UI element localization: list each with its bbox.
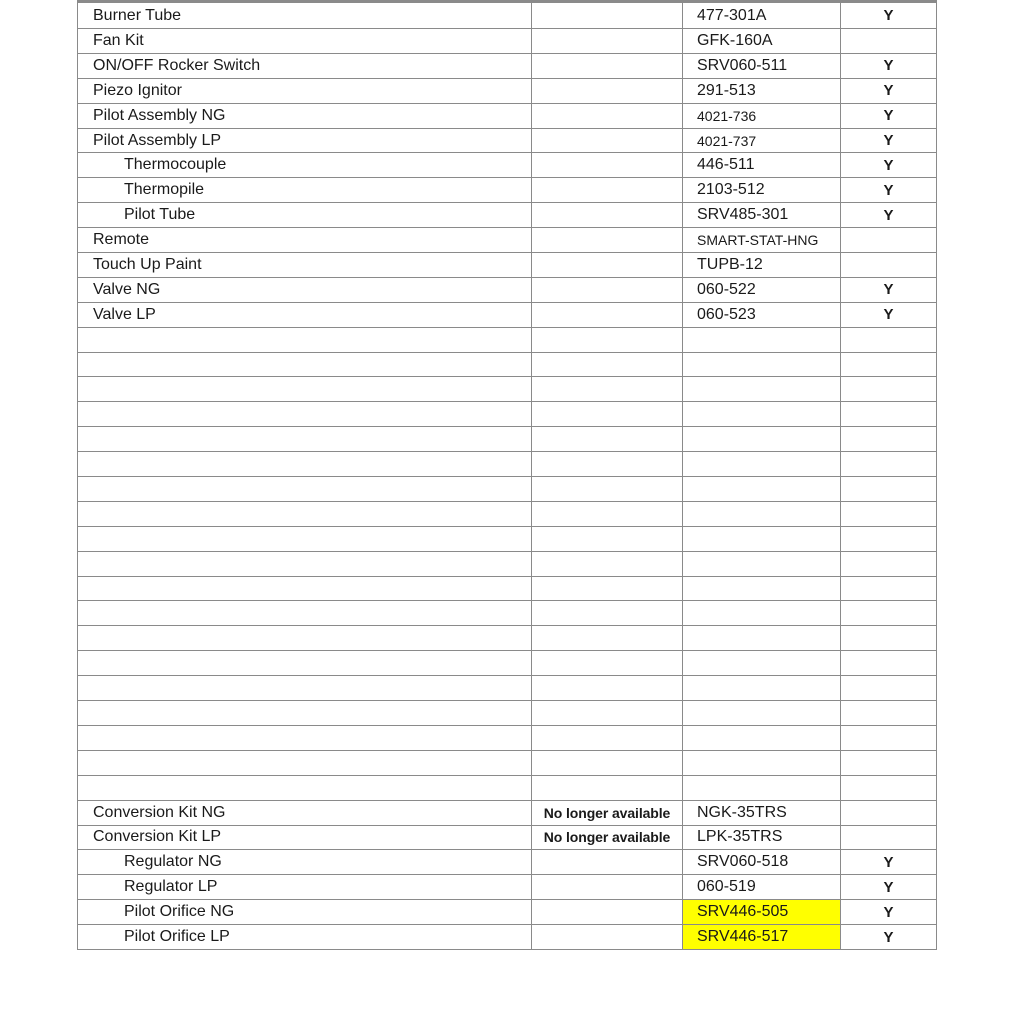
- stock-flag: [841, 825, 937, 850]
- part-name: Pilot Orifice LP: [78, 925, 532, 950]
- table-row: [78, 825, 937, 850]
- empty-row: [78, 501, 937, 526]
- availability-cell: No longer available: [532, 800, 683, 825]
- empty-row: [78, 725, 937, 750]
- stock-flag: Y: [841, 850, 937, 875]
- availability-cell: [532, 203, 683, 228]
- availability-cell: No longer available: [532, 825, 683, 850]
- part-number: 060-519: [683, 875, 841, 900]
- part-number: NGK-35TRS: [683, 800, 841, 825]
- stock-flag: Y: [841, 302, 937, 327]
- part-number: 060-522: [683, 277, 841, 302]
- part-number: SMART-STAT-HNG: [683, 228, 841, 253]
- part-number-highlighted: SRV446-505: [683, 900, 841, 925]
- table-row: [78, 203, 937, 228]
- part-name: Regulator NG: [78, 850, 532, 875]
- availability-cell: [532, 277, 683, 302]
- empty-row: [78, 551, 937, 576]
- availability-cell: [532, 128, 683, 153]
- part-number-highlighted: SRV446-517: [683, 925, 841, 950]
- part-name: Thermocouple: [78, 153, 532, 178]
- availability-cell: [532, 900, 683, 925]
- empty-row: [78, 352, 937, 377]
- stock-flag: Y: [841, 153, 937, 178]
- empty-row: [78, 377, 937, 402]
- empty-row: [78, 427, 937, 452]
- availability-cell: [532, 178, 683, 203]
- empty-row: [78, 601, 937, 626]
- availability-cell: [532, 53, 683, 78]
- empty-row: [78, 477, 937, 502]
- empty-row: [78, 701, 937, 726]
- empty-row: [78, 526, 937, 551]
- empty-row: [78, 576, 937, 601]
- part-name: Valve NG: [78, 277, 532, 302]
- part-name: Conversion Kit LP: [78, 825, 532, 850]
- part-name: Fan Kit: [78, 29, 532, 54]
- empty-row: [78, 750, 937, 775]
- empty-row: [78, 651, 937, 676]
- parts-list-sheet: [77, 0, 936, 950]
- part-number: TUPB-12: [683, 253, 841, 278]
- empty-row: [78, 402, 937, 427]
- availability-cell: [532, 925, 683, 950]
- availability-cell: [532, 253, 683, 278]
- part-number: 4021-736: [683, 103, 841, 128]
- stock-flag: [841, 29, 937, 54]
- table-row: [78, 29, 937, 54]
- table-row: [78, 228, 937, 253]
- part-name: Pilot Orifice NG: [78, 900, 532, 925]
- part-name: Piezo Ignitor: [78, 78, 532, 103]
- part-number: SRV060-518: [683, 850, 841, 875]
- empty-row: [78, 775, 937, 800]
- part-number: LPK-35TRS: [683, 825, 841, 850]
- stock-flag: Y: [841, 2, 937, 29]
- availability-cell: [532, 875, 683, 900]
- part-number: 446-511: [683, 153, 841, 178]
- availability-cell: [532, 302, 683, 327]
- stock-flag: Y: [841, 277, 937, 302]
- empty-row: [78, 626, 937, 651]
- availability-cell: [532, 153, 683, 178]
- availability-cell: [532, 78, 683, 103]
- table-row: [78, 925, 937, 950]
- part-number: 4021-737: [683, 128, 841, 153]
- stock-flag: Y: [841, 53, 937, 78]
- availability-cell: [532, 29, 683, 54]
- part-number: SRV485-301: [683, 203, 841, 228]
- table-row: [78, 800, 937, 825]
- availability-cell: [532, 228, 683, 253]
- part-name: Pilot Assembly NG: [78, 103, 532, 128]
- part-name: Touch Up Paint: [78, 253, 532, 278]
- table-row: [78, 253, 937, 278]
- stock-flag: [841, 253, 937, 278]
- stock-flag: Y: [841, 128, 937, 153]
- table-row: [78, 103, 937, 128]
- stock-flag: Y: [841, 178, 937, 203]
- table-row: [78, 153, 937, 178]
- part-name: Conversion Kit NG: [78, 800, 532, 825]
- table-row: [78, 277, 937, 302]
- table-row: [78, 302, 937, 327]
- empty-row: [78, 452, 937, 477]
- table-row: [78, 128, 937, 153]
- availability-cell: [532, 103, 683, 128]
- part-name: Regulator LP: [78, 875, 532, 900]
- stock-flag: [841, 228, 937, 253]
- availability-cell: [532, 2, 683, 29]
- part-name: ON/OFF Rocker Switch: [78, 53, 532, 78]
- stock-flag: Y: [841, 925, 937, 950]
- part-name: Thermopile: [78, 178, 532, 203]
- stock-flag: Y: [841, 900, 937, 925]
- part-name: Remote: [78, 228, 532, 253]
- table-row: [78, 900, 937, 925]
- part-number: GFK-160A: [683, 29, 841, 54]
- empty-row: [78, 327, 937, 352]
- table-row: [78, 178, 937, 203]
- part-number: 060-523: [683, 302, 841, 327]
- stock-flag: [841, 800, 937, 825]
- stock-flag: Y: [841, 203, 937, 228]
- part-number: 477-301A: [683, 2, 841, 29]
- part-name: Pilot Tube: [78, 203, 532, 228]
- table-row: [78, 2, 937, 29]
- table-row: [78, 78, 937, 103]
- empty-row: [78, 676, 937, 701]
- part-name: Burner Tube: [78, 2, 532, 29]
- stock-flag: Y: [841, 875, 937, 900]
- table-row: [78, 53, 937, 78]
- stock-flag: Y: [841, 78, 937, 103]
- availability-cell: [532, 850, 683, 875]
- stock-flag: Y: [841, 103, 937, 128]
- part-name: Valve LP: [78, 302, 532, 327]
- part-name: Pilot Assembly LP: [78, 128, 532, 153]
- part-number: SRV060-511: [683, 53, 841, 78]
- parts-table: [77, 0, 937, 950]
- part-number: 291-513: [683, 78, 841, 103]
- table-row: [78, 875, 937, 900]
- table-row: [78, 850, 937, 875]
- part-number: 2103-512: [683, 178, 841, 203]
